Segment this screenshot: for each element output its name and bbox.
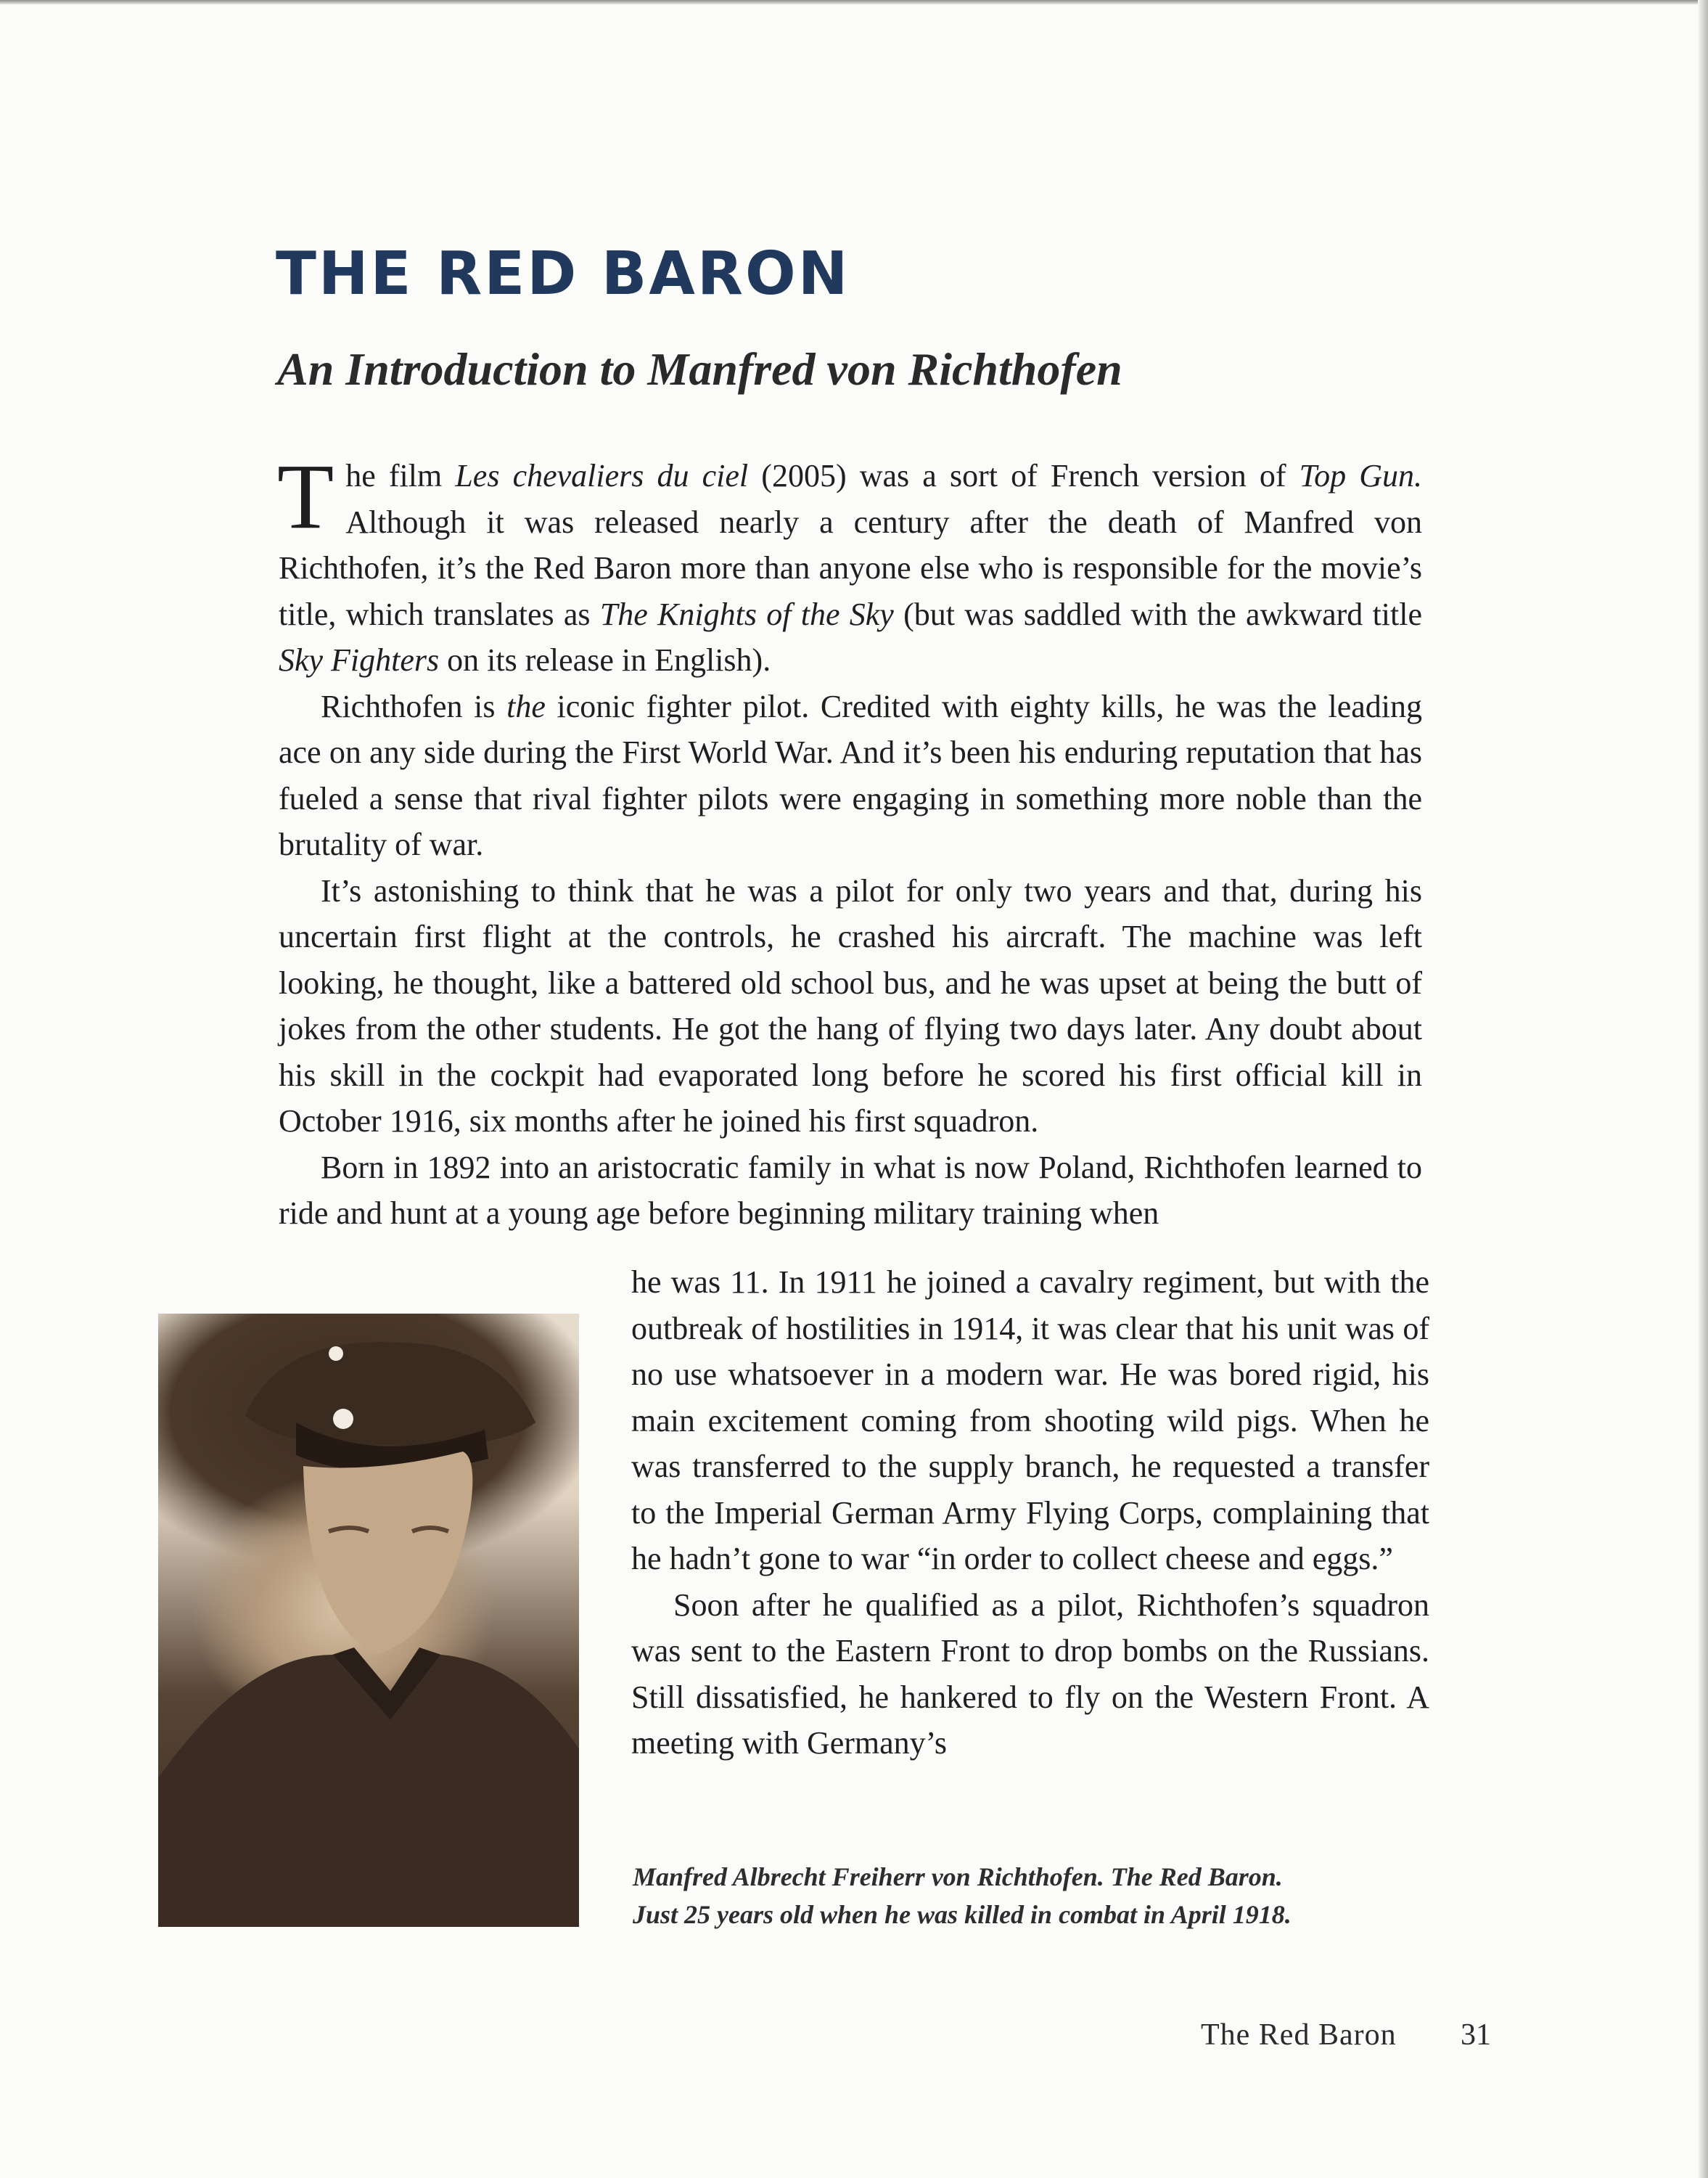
p1-text-c: Although it was released nearly a century after the death of Manfred von Richthofen, it’s the Red Baron more than anyone else who is responsible for the movie’s title, which translates as — [279, 504, 1422, 632]
p1-text-a: he film — [345, 458, 456, 494]
portrait-illustration — [158, 1314, 579, 1927]
p1-text-b: (2005) was a sort of French version of — [748, 458, 1300, 494]
film-title-les-chevaliers: Les chevaliers du ciel — [455, 458, 749, 494]
portrait-photo — [158, 1314, 579, 1927]
running-head: The Red Baron — [1201, 2018, 1397, 2052]
page-number: 31 — [1461, 2018, 1491, 2052]
paragraph-4-end: he was 11. In 1911 he joined a cavalry regiment, but with the outbreak of hostilities in 1914, it was clear that his unit was of no use whatsoever in a modern war. He was bored rigid, his main excitement coming from shooting wild pigs. When he was transferred to the supply branch, he requested a transfer to the Imperial German Army Flying Corps, complaining that he hadn’t gone to war “in order to collect cheese and eggs.” — [631, 1264, 1429, 1576]
paragraph-5: Soon after he qualified as a pilot, Richthofen’s squadron was sent to the Eastern Front to drop bombs on the Russians. Still dissatisfied, he hankered to fly on the Western Front. A meeting with Germany’s — [631, 1587, 1429, 1761]
film-title-top-gun: Top Gun. — [1299, 458, 1422, 494]
p1-text-e: on its release in English). — [439, 642, 771, 678]
p2-emphasis: the — [506, 688, 546, 724]
drop-cap: T — [277, 445, 334, 548]
body-text-full-width — [277, 445, 1422, 1237]
p2-text-b: iconic fighter pilot. Credited with eighty kills, he was the leading ace on any side during the First World War. And it’s been his enduring reputation that has fueled a sense that rival fighter pilots were engaging in something more noble than the brutality of war. — [279, 688, 1422, 862]
p1-text-d: (but was saddled with the awkward title — [893, 596, 1422, 632]
page-edge-right — [1698, 0, 1708, 2178]
paragraph-1 — [277, 445, 1422, 684]
page-edge-top — [0, 0, 1708, 4]
film-title-sky-fighters: Sky Fighters — [279, 642, 440, 678]
p2-text-a: Richthofen is — [321, 688, 507, 724]
paragraph-3: It’s astonishing to think that he was a pilot for only two years and that, during his uncertain first flight at the controls, he crashed his aircraft. The machine was left looking, he thought, like a battered old school bus, and he was upset at being the butt of jokes from the other students. He got the hang of flying two days later. Any doubt about his skill in the cockpit had evaporated long before he scored his first official kill in October 1916, six months after he joined his first squadron. — [279, 872, 1422, 1139]
photo-caption — [633, 1858, 1431, 1933]
caption-line-2: Just 25 years old when he was killed in combat in April 1918. — [633, 1900, 1292, 1929]
paragraph-4-start: Born in 1892 into an aristocratic family in what is now Poland, Richthofen learned to ride and hunt at a young age before beginning military training when — [279, 1149, 1422, 1231]
film-title-knights-of-the-sky: The Knights of the Sky — [599, 596, 894, 632]
page-title: THE RED BARON — [276, 240, 850, 308]
paragraph-2 — [279, 684, 1422, 868]
caption-line-1: Manfred Albrecht Freiherr von Richthofen. The Red Baron. — [633, 1862, 1283, 1891]
page-subtitle: An Introduction to Manfred von Richthofen — [277, 343, 1122, 395]
body-text-right-column — [631, 1259, 1429, 1766]
